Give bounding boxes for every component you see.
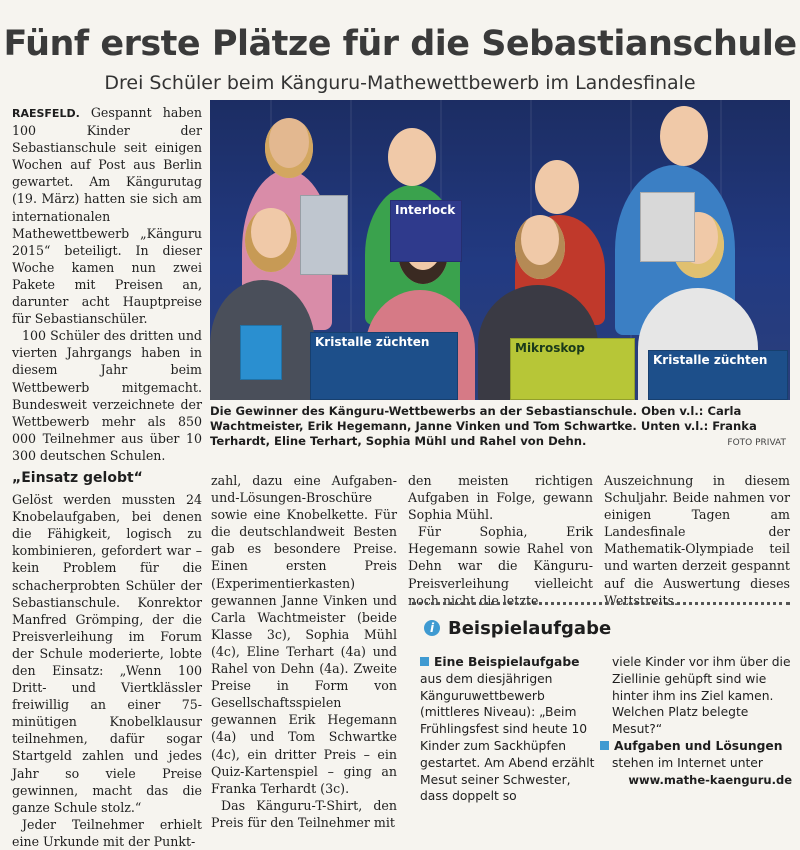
photo-credit: FOTO PRIVAT: [727, 438, 786, 448]
prize-box: [300, 195, 348, 275]
photo-caption: Die Gewinner des Känguru-Wettbewerbs an der Sebastianschule. Oben v.l.: Carla Wachtmeister, Erik Hegemann, Janne Vinken und Tom Schwartke. Unten v.l.: Franka Terhardt, Eline Terhart, Sophia Mühl und Rahel von Dehn.: [210, 404, 757, 448]
infobox-title: [424, 618, 611, 639]
prize-box-label: Mikroskop: [510, 338, 635, 400]
article-column-1: [12, 104, 202, 850]
prize-box-label: Interlock: [390, 200, 462, 262]
solutions-text: stehen im Internet unter: [612, 755, 763, 770]
prize-box-label: Kristalle züchten: [648, 350, 788, 400]
prize-box: [640, 192, 695, 262]
info-icon: i: [424, 620, 440, 636]
infobox-text: aus dem diesjährigen Känguruwettbewerb (mittleres Niveau): „Beim Frühlingsfest sind heute 10 Kinder zum Sackhüpfen gestartet. Am Abend erzählt Mesut seiner Schwester, dass doppelt so: [420, 671, 595, 804]
infobox-title-text: Beispielaufgabe: [448, 618, 612, 639]
infobox-column-1: [420, 654, 598, 805]
headline: Fünf erste Plätze für die Sebastianschule: [3, 24, 797, 64]
article-column-2: [211, 472, 397, 831]
infobox-lead: Eine Beispielaufgabe: [434, 655, 580, 669]
paragraph: 100 Schüler des dritten und vierten Jahrgangs haben in diesem Jahr beim Wettbewerb mitgemacht. Bundesweit verzeichnete der Wettbewerb mehr als 850 000 Teilnehmer aus über 10 300 deutschen Schulen.: [12, 328, 202, 463]
infobox-text: viele Kinder vor ihm über die Ziellinie gehüpft sind wie hinter ihm ins Ziel kamen. Welchen Platz belegte Mesut?“: [612, 655, 791, 737]
article-column-3: [408, 472, 593, 609]
article-column-4: [604, 472, 790, 609]
paragraph: Gelöst werden mussten 24 Knobelaufgaben, bei denen die Fähigkeit, logisch zu kombinieren, gefordert war – kein Problem für die schacherprobten Schüler der Sebastianschule. Konrektor Manfred Grömping, der die Preisverleihung im Forum der Schule moderierte, lobte den Einsatz: „Wenn 100 Dritt- und Viertklässler freiwillig an einer 75-minütigen Knobelklausur teilnehmen, dafür sogar Startgeld zahlen und jedes Jahr so viele Preise gewinnen, macht das die ganze Schule stolz.“: [12, 492, 202, 815]
paragraph: Jeder Teilnehmer erhielt eine Urkunde mit der Punkt-: [12, 816, 202, 849]
divider: [412, 602, 790, 605]
paragraph: zahl, dazu eine Aufgaben- und-Lösungen-Broschüre sowie eine Knobelkette. Für die deutschlandweit Besten gab es besondere Preise. Einen ersten Preis (Experimentierkasten) gewannen Janne Vinken und Carla Wachtmeister (beide Klasse 3c), Sophia Mühl (4c), Eline Terhart (4a) und Rahel von Dehn (4a). Zweite Preise in Form von Gesellschaftsspielen gewannen Erik Hegemann (4a) und Tom Schwartke (4c), ein dritter Preis – ein Quiz-Kartenspiel – ging an Franka Terhardt (3c).: [211, 473, 397, 796]
infobox-column-2: [612, 654, 792, 788]
prize-box: [240, 325, 282, 380]
paragraph: Das Känguru-T-Shirt, den Preis für den Teilnehmer mit: [211, 797, 397, 830]
section-subtitle: „Einsatz gelobt“: [12, 469, 143, 486]
paragraph: den meisten richtigen Aufgaben in Folge, gewann Sophia Mühl.: [408, 473, 593, 523]
paragraph: Auszeichnung in diesem Schuljahr. Beide nahmen vor einigen Tagen am Landesfinale der Mathematik-Olympiade teil und warten derzeit gespannt auf die Auswertung dieses Wettstreits.: [604, 473, 790, 608]
paragraph: Für Sophia, Erik Hegemann sowie Rahel von Dehn war die Känguru-Preisverleihung vielleicht noch nicht die letzte: [408, 524, 593, 608]
solutions-label: Aufgaben und Lösungen: [614, 738, 783, 753]
paragraph: Gespannt haben 100 Kinder der Sebastianschule seit einigen Wochen auf Post aus Berlin gewartet. Am Kängurutag (19. März) hatten sie sich am internationalen Mathewettbewerb „Känguru 2015“ beteiligt. In dieser Woche kamen nun zwei Pakete mit Preisen an, darunter acht Hauptpreise für Sebastianschüler.: [12, 105, 202, 327]
dateline: RAESFELD.: [12, 107, 80, 120]
website-link[interactable]: www.mathe-kaenguru.de: [628, 772, 792, 787]
prize-box-label: Kristalle züchten: [310, 332, 458, 400]
winners-photo: [210, 100, 790, 400]
subheadline: Drei Schüler beim Känguru-Mathewettbewerb im Landesfinale: [104, 72, 696, 94]
